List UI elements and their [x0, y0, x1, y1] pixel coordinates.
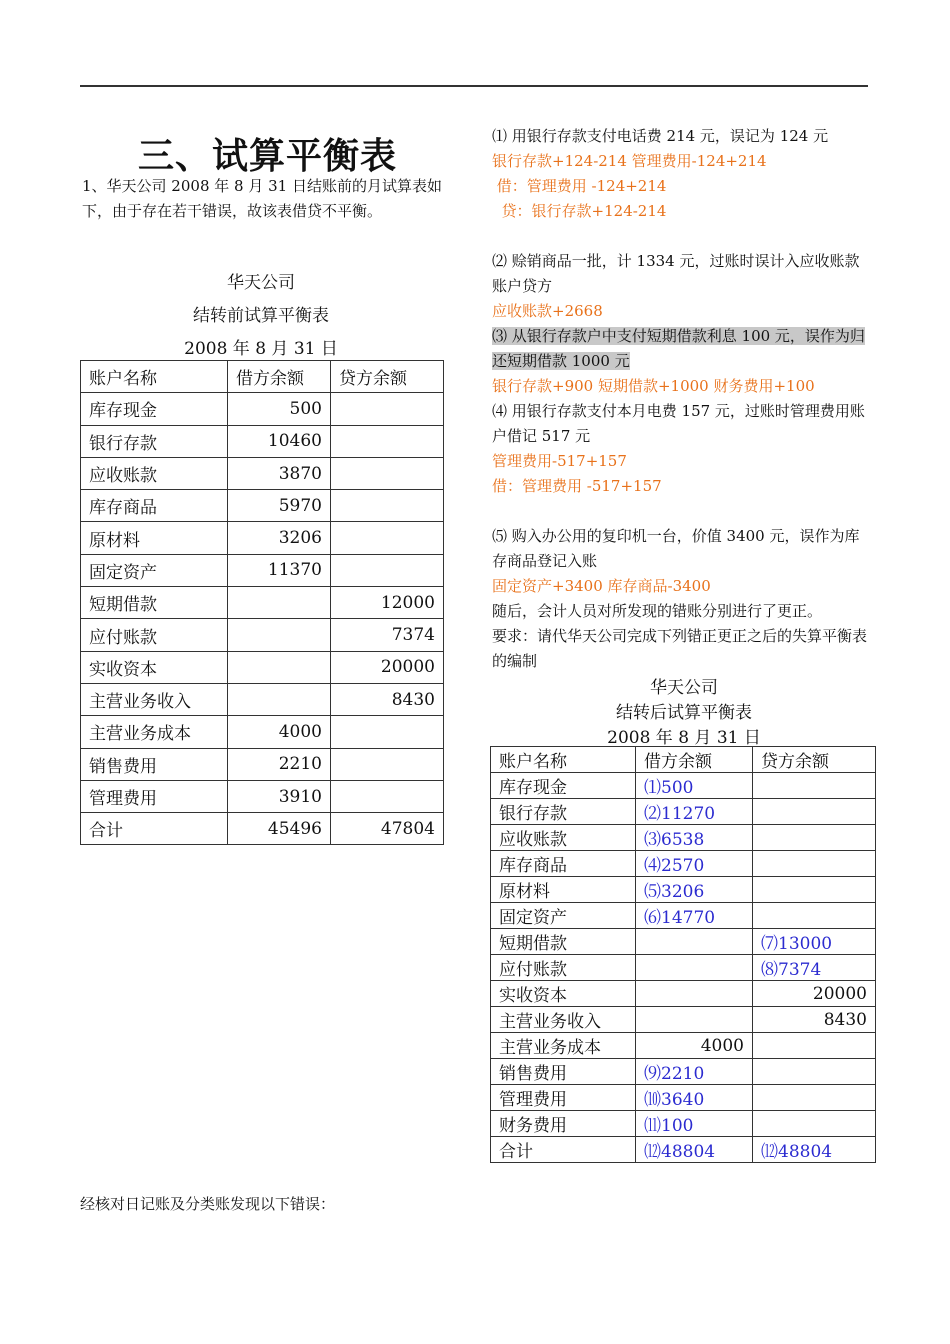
account-name-cell: 销售费用 [81, 748, 228, 780]
page-title: 三、试算平衡表 [138, 135, 398, 177]
account-name-cell: 库存现金 [81, 393, 228, 425]
account-name-cell: 库存商品 [491, 851, 636, 877]
debit-cell: 2210 [228, 748, 331, 780]
account-name-cell: 主营业务成本 [491, 1033, 636, 1059]
credit-cell [753, 1033, 876, 1059]
table-row [81, 716, 444, 748]
account-name-cell: 合计 [81, 813, 228, 845]
account-name-cell: 财务费用 [491, 1111, 636, 1137]
credit-cell: ⑻7374 [753, 955, 876, 981]
credit-cell: 8430 [753, 1007, 876, 1033]
credit-cell [331, 716, 444, 748]
account-name-cell: 合计 [491, 1137, 636, 1163]
debit-cell [228, 587, 331, 619]
table-row [81, 651, 444, 683]
account-name-cell: 主营业务收入 [81, 683, 228, 715]
table-row [491, 903, 876, 929]
debit-cell [636, 955, 753, 981]
credit-cell: 8430 [331, 683, 444, 715]
column-header: 贷方余额 [331, 361, 444, 393]
pre-closing-trial-balance-table [80, 360, 444, 845]
table-header-row [491, 747, 876, 773]
table-row [491, 929, 876, 955]
credit-cell [331, 425, 444, 457]
account-name-cell: 应收账款 [491, 825, 636, 851]
table-row [491, 1059, 876, 1085]
table-row [81, 683, 444, 715]
debit-cell: 11370 [228, 554, 331, 586]
debit-cell: 4000 [228, 716, 331, 748]
debit-cell: ⑶6538 [636, 825, 753, 851]
debit-cell [228, 683, 331, 715]
table-row [491, 1033, 876, 1059]
error-1-answer-2: 借：管理费用 -124+214 [492, 177, 667, 195]
table-row [81, 748, 444, 780]
debit-cell: 500 [228, 393, 331, 425]
account-name-cell: 主营业务收入 [491, 1007, 636, 1033]
debit-cell: ⑹14770 [636, 903, 753, 929]
credit-cell [753, 1059, 876, 1085]
error-4: ⑷ 用银行存款支付本月电费 157 元，过账时管理费用账户借记 517 元 [492, 402, 865, 445]
account-name-cell: 短期借款 [491, 929, 636, 955]
account-name-cell: 应收账款 [81, 457, 228, 489]
credit-cell [753, 903, 876, 929]
credit-cell [331, 780, 444, 812]
table-row [491, 825, 876, 851]
column-header: 账户名称 [81, 361, 228, 393]
debit-cell [228, 651, 331, 683]
table-row [81, 554, 444, 586]
debit-cell: ⑼2210 [636, 1059, 753, 1085]
column-header: 借方余额 [228, 361, 331, 393]
account-name-cell: 原材料 [81, 522, 228, 554]
error-5: ⑸ 购入办公用的复印机一台，价值 3400 元，误作为库存商品登记入账 [492, 527, 860, 570]
credit-cell [331, 457, 444, 489]
account-name-cell: 实收资本 [81, 651, 228, 683]
debit-cell: 4000 [636, 1033, 753, 1059]
debit-cell: 3870 [228, 457, 331, 489]
debit-cell: 5970 [228, 490, 331, 522]
debit-cell: 45496 [228, 813, 331, 845]
debit-cell: 10460 [228, 425, 331, 457]
error-2: ⑵ 赊销商品一批，计 1334 元，过账时误计入应收账款账户贷方 [492, 252, 860, 295]
credit-cell [753, 799, 876, 825]
error-1-answer-1: 银行存款+124-214 管理费用-124+214 [492, 152, 767, 170]
credit-cell [331, 554, 444, 586]
credit-cell: 20000 [331, 651, 444, 683]
debit-cell: ⑾100 [636, 1111, 753, 1137]
table-row [491, 799, 876, 825]
debit-cell: ⑷2570 [636, 851, 753, 877]
credit-cell [753, 825, 876, 851]
debit-cell: ⑽3640 [636, 1085, 753, 1111]
error-5-answer: 固定资产+3400 库存商品-3400 [492, 577, 711, 595]
error-list [492, 124, 874, 674]
debit-cell: ⑵11270 [636, 799, 753, 825]
table2-company: 华天公司 [650, 678, 718, 698]
error-3: ⑶ 从银行存款户中支付短期借款利息 100 元，误作为归还短期借款 1000 元 [492, 327, 865, 370]
table-row [491, 1111, 876, 1137]
table-row [81, 619, 444, 651]
table-row [491, 1137, 876, 1163]
account-name-cell: 原材料 [491, 877, 636, 903]
credit-cell [753, 1111, 876, 1137]
debit-cell [636, 1007, 753, 1033]
table-row [81, 425, 444, 457]
table1-date: 2008 年 8 月 31 日 [184, 339, 338, 359]
table-row [81, 587, 444, 619]
debit-cell: 3206 [228, 522, 331, 554]
table-row [491, 1007, 876, 1033]
table1-name: 结转前试算平衡表 [193, 306, 329, 326]
column-header: 贷方余额 [753, 747, 876, 773]
account-name-cell: 库存商品 [81, 490, 228, 522]
table-header-row [81, 361, 444, 393]
credit-cell [331, 490, 444, 522]
account-name-cell: 固定资产 [491, 903, 636, 929]
post-closing-trial-balance-table [490, 746, 876, 1163]
credit-cell: 7374 [331, 619, 444, 651]
credit-cell [753, 1085, 876, 1111]
error-2-answer: 应收账款+2668 [492, 302, 603, 320]
table-row [491, 877, 876, 903]
table-row [81, 780, 444, 812]
correction-note: 随后，会计人员对所发现的错账分别进行了更正。 [492, 602, 823, 620]
table-row [81, 490, 444, 522]
table-row [491, 773, 876, 799]
credit-cell [753, 773, 876, 799]
table-row [81, 522, 444, 554]
credit-cell: 12000 [331, 587, 444, 619]
intro-paragraph: 1、华天公司 2008 年 8 月 31 日结账前的月试算表如下，由于存在若干错误，故该表借贷不平衡。 [82, 177, 442, 220]
credit-cell [331, 748, 444, 780]
table-row [81, 393, 444, 425]
credit-cell [753, 877, 876, 903]
table-row [491, 1085, 876, 1111]
table-row [81, 457, 444, 489]
account-name-cell: 银行存款 [491, 799, 636, 825]
top-rule [80, 85, 868, 87]
table-row [491, 981, 876, 1007]
error-1-answer-3: 贷：银行存款+124-214 [492, 202, 667, 220]
table-row [491, 851, 876, 877]
account-name-cell: 销售费用 [491, 1059, 636, 1085]
debit-cell [228, 619, 331, 651]
column-header: 账户名称 [491, 747, 636, 773]
account-name-cell: 实收资本 [491, 981, 636, 1007]
table1-company: 华天公司 [227, 273, 295, 293]
debit-cell: 3910 [228, 780, 331, 812]
account-name-cell: 银行存款 [81, 425, 228, 457]
account-name-cell: 库存现金 [491, 773, 636, 799]
account-name-cell: 固定资产 [81, 554, 228, 586]
account-name-cell: 主营业务成本 [81, 716, 228, 748]
table-row [81, 813, 444, 845]
error-3-answer: 银行存款+900 短期借款+1000 财务费用+100 [492, 377, 815, 395]
table2-name: 结转后试算平衡表 [616, 703, 752, 723]
table-row [491, 955, 876, 981]
debit-cell: ⑴500 [636, 773, 753, 799]
debit-cell: ⑿48804 [636, 1137, 753, 1163]
requirement: 要求：请代华天公司完成下列错正更正之后的失算平衡表的编制 [492, 627, 868, 670]
credit-cell: ⑿48804 [753, 1137, 876, 1163]
credit-cell: 47804 [331, 813, 444, 845]
credit-cell: 20000 [753, 981, 876, 1007]
table2-date: 2008 年 8 月 31 日 [607, 728, 761, 748]
credit-cell [331, 522, 444, 554]
credit-cell [331, 393, 444, 425]
debit-cell [636, 981, 753, 1007]
error-1: ⑴ 用银行存款支付电话费 214 元，误记为 124 元 [492, 127, 829, 145]
account-name-cell: 应付账款 [81, 619, 228, 651]
account-name-cell: 短期借款 [81, 587, 228, 619]
account-name-cell: 应付账款 [491, 955, 636, 981]
debit-cell: ⑸3206 [636, 877, 753, 903]
column-header: 借方余额 [636, 747, 753, 773]
account-name-cell: 管理费用 [81, 780, 228, 812]
error-4-answer-2: 借：管理费用 -517+157 [492, 477, 662, 495]
debit-cell [636, 929, 753, 955]
credit-cell: ⑺13000 [753, 929, 876, 955]
error-4-answer-1: 管理费用-517+157 [492, 452, 627, 470]
footer-note: 经核对日记账及分类账发现以下错误： [80, 1195, 336, 1213]
account-name-cell: 管理费用 [491, 1085, 636, 1111]
credit-cell [753, 851, 876, 877]
